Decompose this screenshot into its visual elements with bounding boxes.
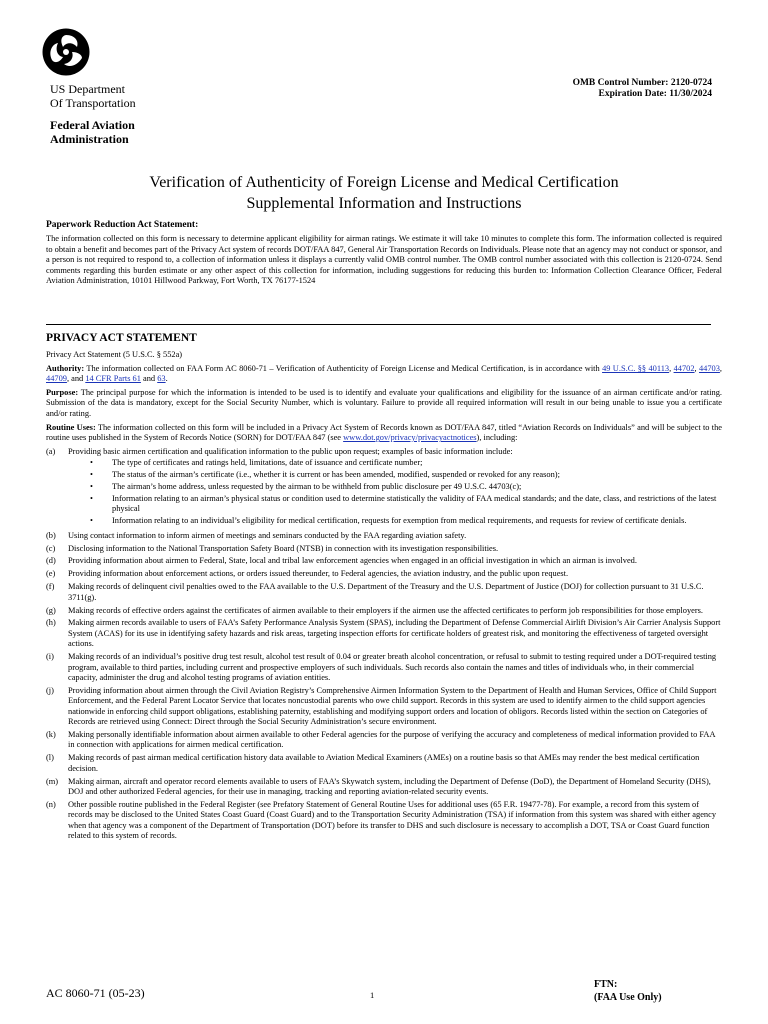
list-item-text: Providing basic airmen certification and qualification information to the public upon request; examples of basic information include:: [68, 446, 513, 456]
privacy-notices-link[interactable]: www.dot.gov/privacy/privacyactnotices: [343, 433, 477, 443]
list-item-text: Using contact information to inform airmen of meetings and seminars conducted by the FAA regarding aviation safety.: [68, 530, 467, 540]
list-marker: (c): [46, 543, 56, 553]
bullet-item: [90, 458, 722, 468]
routine-uses-label: Routine Uses:: [46, 422, 96, 432]
department-line-2: Of Transportation: [50, 96, 136, 110]
dot-logo-icon: [42, 28, 90, 76]
expiration-date: Expiration Date: 11/30/2024: [598, 89, 712, 99]
title-line-2: Supplemental Information and Instructions: [246, 195, 522, 212]
list-item-text: Disclosing information to the National Transportation Safety Board (NTSB) in connection with its investigation responsibilities.: [68, 543, 499, 553]
link-49-usc-40113[interactable]: 49 U.S.C. §§ 40113: [602, 363, 670, 373]
bullet-icon: •: [90, 470, 93, 480]
title-line-1: Verification of Authenticity of Foreign License and Medical Certification: [149, 174, 619, 191]
list-item: [46, 531, 722, 541]
list-marker: (i): [46, 652, 54, 662]
authority-paragraph: Authority: The information collected on FAA Form AC 8060-71 – Verification of Authenticity of Foreign License and Medical Certification, is in accordance with 49 U.S.C. §§ 40113, 44702, 44703, 44709, and 14 CFR Parts 61 and 63.: [46, 363, 723, 384]
privacy-citation: Privacy Act Statement (5 U.S.C. § 552a): [46, 350, 183, 359]
list-marker: (f): [46, 582, 55, 592]
list-marker: (d): [46, 556, 56, 566]
list-item-text: Making records of past airman medical certification history data available to Aviation Medical Examiners (AMEs) on a routine basis so that AMEs may render the best medical certification decision.: [68, 753, 700, 773]
list-item-text: Making records of effective orders against the certificates of airmen available to their employers if the airmen use the affected certificates to perform job responsibilities for those employers.: [68, 605, 704, 615]
list-marker: (a): [46, 446, 56, 456]
bullet-item: [90, 482, 722, 492]
bullet-icon: •: [90, 458, 93, 468]
list-item: [46, 447, 722, 528]
list-item: [46, 800, 722, 842]
department-line-1: US Department: [50, 82, 125, 96]
bullet-icon: •: [90, 481, 93, 491]
authority-label: Authority:: [46, 363, 85, 373]
link-44703[interactable]: 44703: [698, 363, 720, 373]
ftn-block: [594, 978, 662, 1004]
bullet-text: Information relating to an airman’s physical status or condition used to determine statistically the validity of FAA medical standards; and the date, class, and restrictions of the latest physical: [112, 493, 717, 514]
list-item: [46, 556, 722, 566]
department-name: [50, 82, 136, 110]
routine-uses-paragraph: [46, 423, 722, 444]
list-item: [46, 777, 722, 798]
list-item-text: Making personally identifiable information about airmen available to other Federal agencies for the purpose of verifying the accuracy and completeness of medical information provided to FAA in connection with applications for airmen medical certification.: [68, 730, 716, 750]
faa-use-only-label: (FAA Use Only): [594, 992, 662, 1003]
bullet-text: Information relating to an individual’s eligibility for medical certification, requests for exemption from medical requirements, and requests for review of certificate denials.: [112, 516, 687, 526]
list-item-text: Making airman, aircraft and operator record elements available to users of FAA’s Skywatch system, including the Department of Defense (DoD), the Department of Homeland Security (DHS), DOJ and other authorized Federal agencies, for their use in managing, tracking and reporting aviation-related security events.: [68, 776, 711, 797]
paperwork-reduction-section: [46, 220, 722, 287]
list-marker: (b): [46, 530, 56, 540]
list-marker: (l): [46, 753, 54, 763]
ftn-label: FTN:: [594, 979, 618, 990]
list-item: [46, 618, 722, 649]
list-item-text: Making airmen records available to users of FAA’s Safety Performance Analysis System (SPAS), including the Department of Defense Commercial Airlift Division’s Air Carrier Analysis Support System (ACAS) for its use in identifying safety hazards and risk areas, targeting inspection efforts for certificate holders of greatest risk, and monitoring the effectiveness of targeted oversight actions.: [68, 618, 721, 649]
list-marker: (n): [46, 799, 56, 809]
link-44709[interactable]: 44709: [46, 374, 67, 384]
list-marker: (g): [46, 605, 56, 615]
section-divider: [46, 324, 711, 325]
list-item-text: Providing information about airmen to Federal, State, local and tribal law enforcement agencies when engaged in an official investigation in which an airman is involved.: [68, 556, 637, 566]
routine-uses-list: [46, 447, 722, 842]
list-marker: (h): [46, 618, 56, 628]
bullet-item: [90, 470, 722, 480]
paperwork-heading: Paperwork Reduction Act Statement:: [46, 220, 199, 230]
list-item-text: Making records of an individual’s positive drug test result, alcohol test result of 0.04 or greater breath alcohol concentration, or refusal to submit to testing required under a DOT-required testing program, available to third parties, including current and prospective employers of such individuals. Such records also contain the names and titles of individuals who, in their commercial capacity, administer the drug and alcohol testing programs of aviation entities.: [68, 652, 717, 682]
list-item: [46, 544, 722, 554]
page-number: 1: [370, 990, 375, 1000]
list-marker: (e): [46, 569, 56, 579]
bullet-icon: •: [90, 516, 93, 526]
purpose-text: The principal purpose for which the information is intended to be used is to identify and evaluate your qualifications and eligibility for the issuance of an airman certificate and/or rating. Submission of the data is mandatory, except for the Social Security Number, which is voluntary. Failure to provide all required information will result in our being unable to issue you a certificate and/or rating.: [46, 387, 722, 418]
list-item: [46, 730, 722, 751]
purpose-label: Purpose:: [46, 387, 79, 397]
routine-uses-text: The information collected on this form will be included in a Privacy Act System of Records known as DOT/FAA 847, titled “Aviation Records on Individuals” and will be subject to the routine uses published in the System of Records Notice (SORN) for DOT/FAA 847 (see: [46, 422, 722, 443]
paperwork-body: The information collected on this form is necessary to determine applicant eligibility for airman ratings. We estimate it will take 10 minutes to complete this form. The information collected is required to obtain a benefit and becomes part of the Privacy Act system of records DOT/FAA 847, General Air Transportation Records on Individuals. Please note that an agency may not conduct or sponsor, and a person is not required to respond to, a collection of information unless it displays a currently valid OMB control number. The OMB control number associated with this collection is 2120-0724. Send comments regarding this burden estimate or any other aspect of this collection for information, including suggestions for reducing this burden to: Information Collection Clearance Officer, Federal Aviation Administration, 10101 Hillwood Parkway, Fort Worth, TX 76177-1524: [46, 234, 722, 286]
document-title: [0, 172, 768, 214]
omb-info: [573, 78, 712, 100]
list-item-text: Other possible routine published in the Federal Register (see Prefatory Statement of General Routine Uses for additional uses (65 F.R. 19477-78). For example, a record from this system of records may be disclosed to the United States Coast Guard (Coast Guard) and to the Transportation Security Administration (TSA) if information from this system was shared with either agency when that agency was a component of the Department of Transportation (DOT) before its transfer to DHS and such disclosure is necessary to accomplish a DOT, TSA or Coast Guard function related to this system of records.: [68, 799, 717, 841]
form-identifier: AC 8060-71 (05-23): [46, 986, 145, 1000]
list-marker: (m): [46, 776, 59, 786]
list-item: [46, 569, 722, 579]
list-item-text: Making records of delinquent civil penalties owed to the FAA available to the U.S. Department of the Treasury and the U.S. Department of Justice (DOJ) for collection pursuant to 31 U.S.C. 3711(g).: [68, 582, 704, 602]
list-marker: (j): [46, 685, 54, 695]
agency-line-1: Federal Aviation: [50, 118, 135, 132]
bullet-icon: •: [90, 493, 93, 503]
list-item-text: Providing information about enforcement actions, or orders issued thereunder, to Federal agencies, the aviation industry, and the public upon request.: [68, 569, 569, 579]
bullet-text: The type of certificates and ratings held, limitations, date of issuance and certificate number;: [112, 458, 423, 468]
purpose-paragraph: [46, 388, 722, 420]
list-marker: (k): [46, 730, 56, 739]
privacy-act-section: [46, 332, 722, 844]
basic-info-bullets: [68, 458, 722, 526]
list-item: [46, 606, 722, 616]
list-item: [46, 753, 722, 774]
link-part-63[interactable]: 63: [157, 374, 166, 384]
agency-line-2: Administration: [50, 132, 129, 146]
link-44702[interactable]: 44702: [673, 363, 695, 373]
agency-name: [50, 118, 135, 146]
authority-text: The information collected on FAA Form AC 8060-71 – Verification of Authenticity of Foreign License and Medical Certification, is in accordance with: [84, 363, 603, 373]
link-14-cfr-part-61[interactable]: 14 CFR Parts 61: [85, 374, 141, 384]
list-item: [46, 582, 722, 603]
list-item: [46, 686, 722, 728]
omb-control-number: OMB Control Number: 2120-0724: [572, 78, 712, 88]
bullet-text: The status of the airman’s certificate (i.e., whether it is current or has been amended, modified, suspended or revoked for any reason);: [112, 470, 560, 480]
bullet-item: [90, 494, 722, 515]
list-item: [46, 652, 722, 683]
bullet-text: The airman’s home address, unless requested by the airman to be withheld from public disclosure per 49 U.S.C. 44703(c);: [112, 481, 522, 491]
privacy-heading: PRIVACY ACT STATEMENT: [46, 332, 197, 344]
list-item-text: Providing information about airmen through the Civil Aviation Registry’s Comprehensive Airmen Information System to the Department of Health and Human Services, Office of Child Support Enforcement, and the Federal Parent Locator Service that locates noncustodial parents who owe child support. Records in this system are used to identify airmen to the child support agencies nationwide in enforcing child support obligations, establishing paternity, establishing and modifying support orders and location of obligors. Records listed within the section on Categories of Records are retrieved using Connect: Direct through the Social Security Administration’s secure environment.: [68, 685, 717, 727]
bullet-item: [90, 516, 722, 526]
routine-uses-tail: ), including:: [476, 433, 518, 443]
